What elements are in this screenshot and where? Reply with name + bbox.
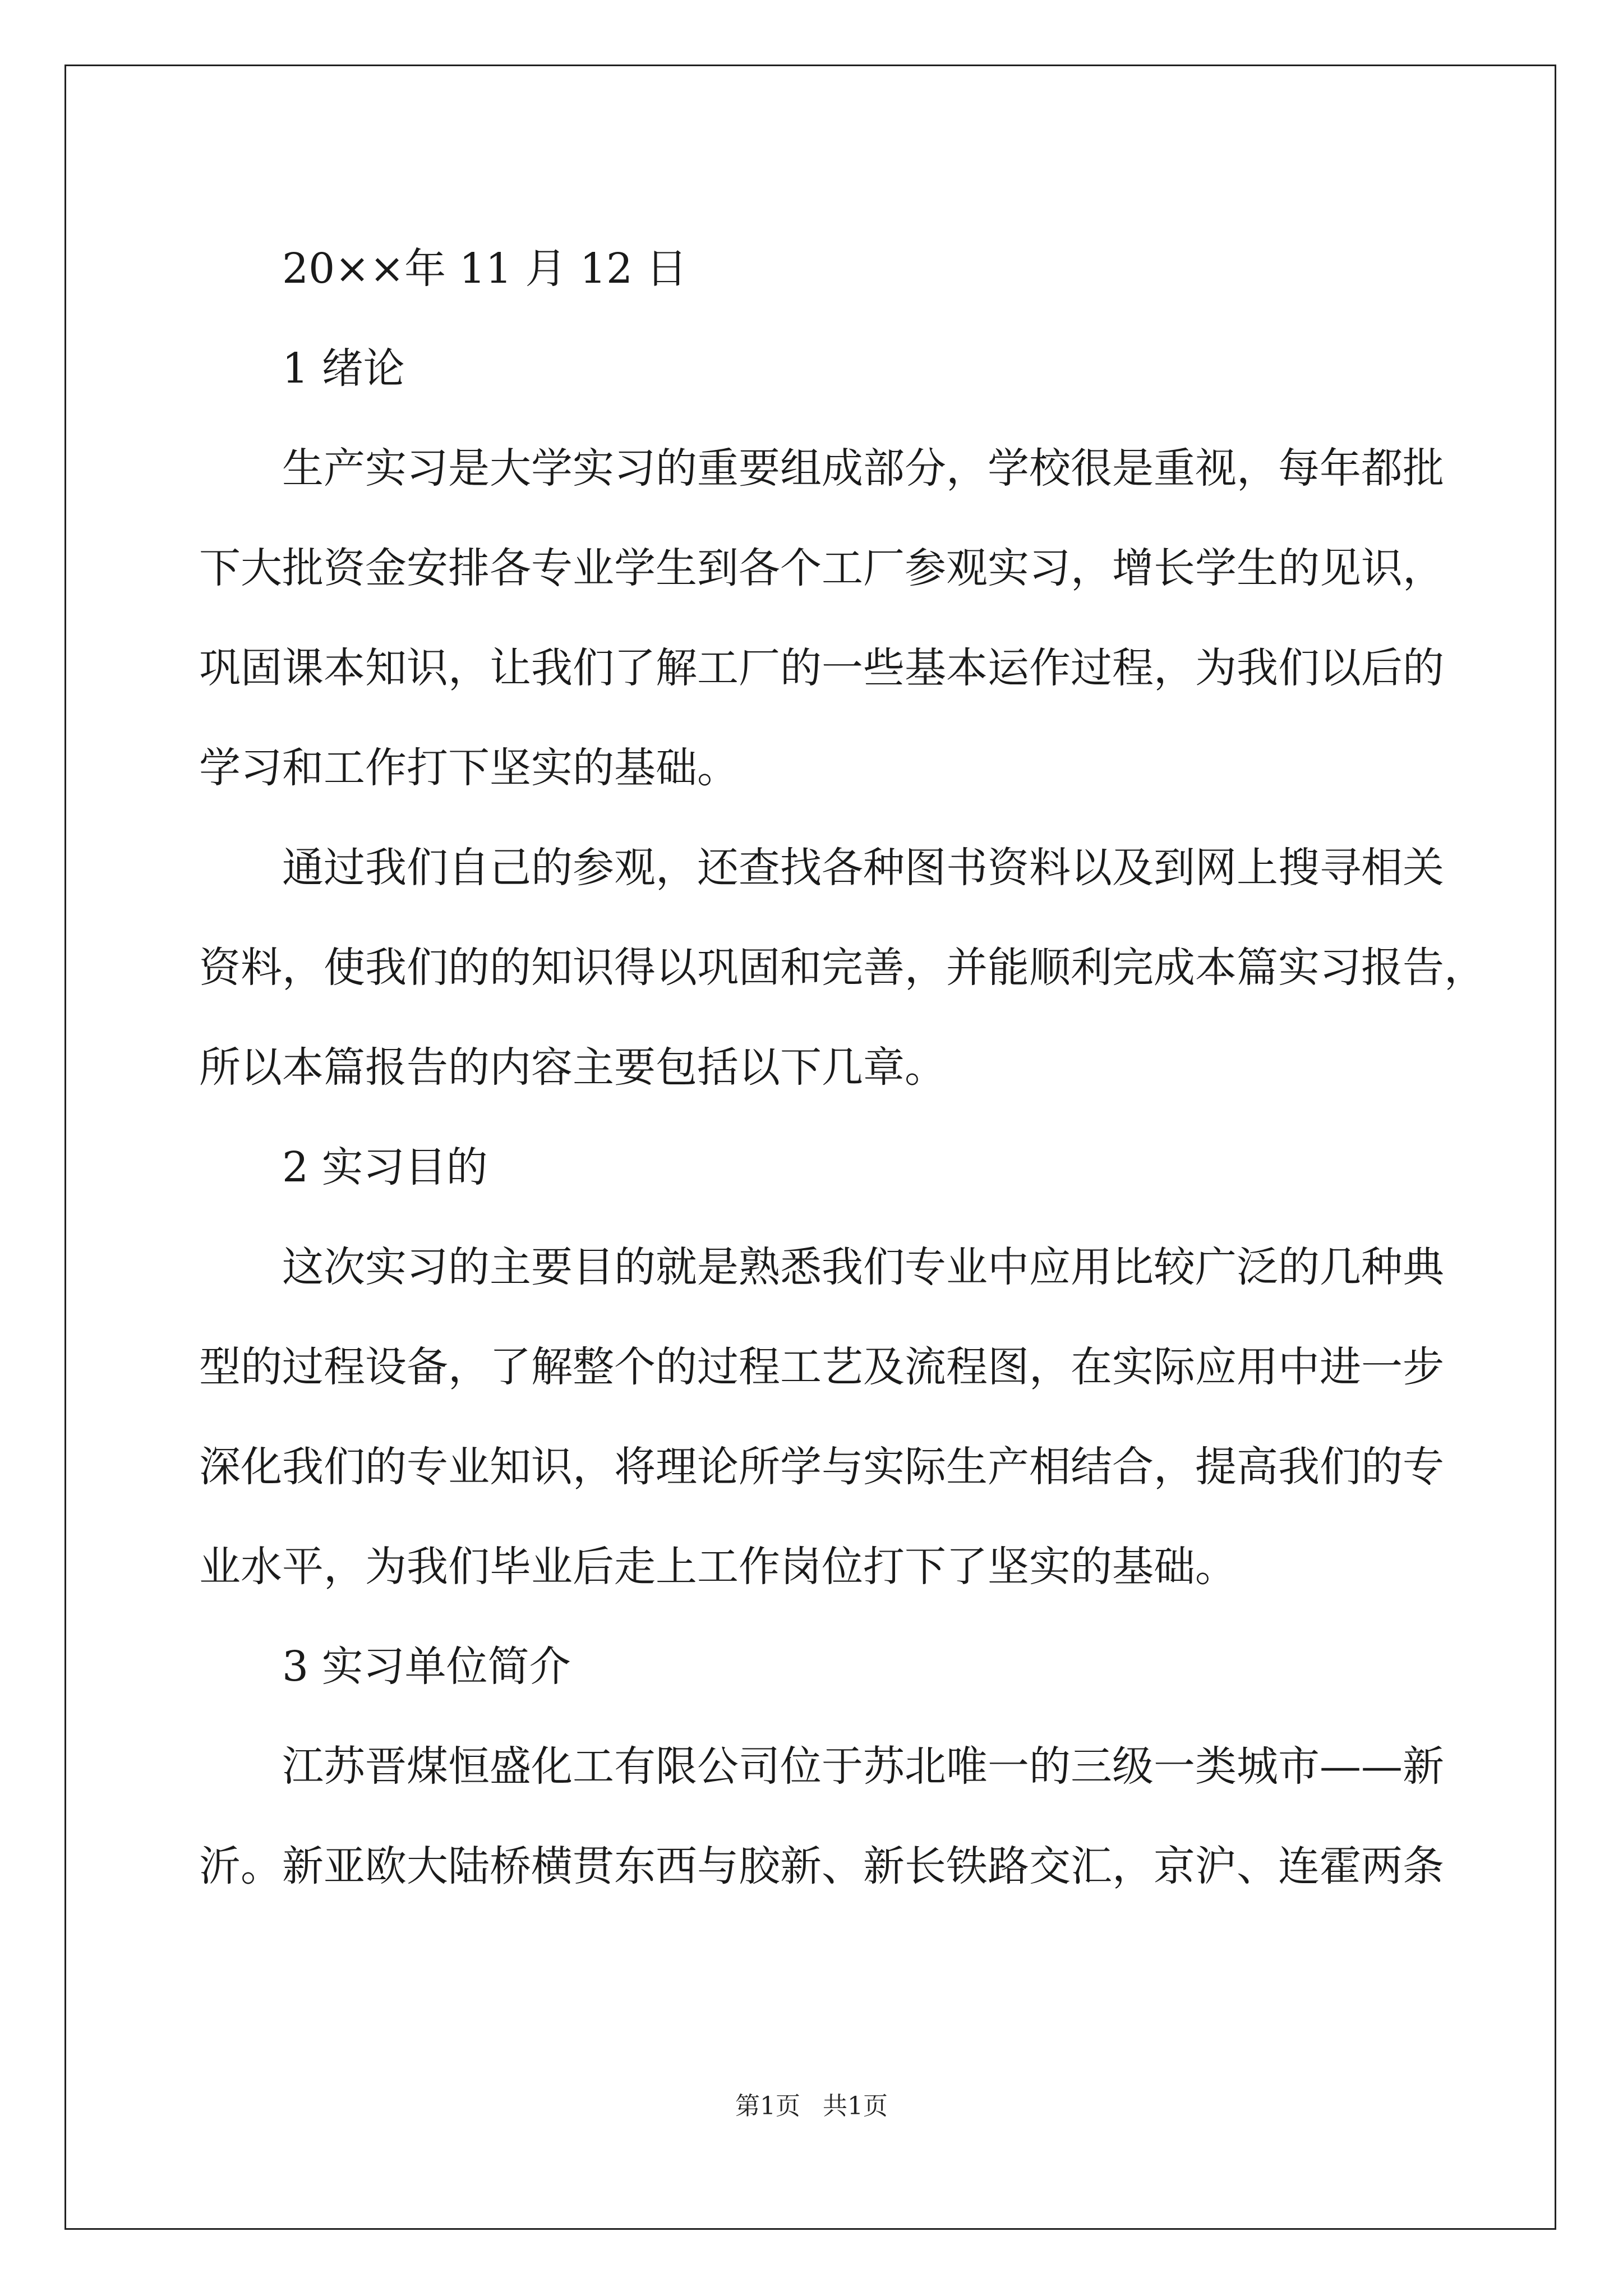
page-number-total: 共1页 (823, 2092, 888, 2120)
page-footer (0, 2090, 1623, 2123)
text-line: 这次实习的主要目的就是熟悉我们专业中应用比较广泛的几种典 (282, 1243, 1444, 1291)
text-line: 通过我们自己的参观，还查找各种图书资料以及到网上搜寻相关 (282, 844, 1444, 892)
text-line: 下大批资金安排各专业学生到各个工厂参观实习，增长学生的见识， (199, 544, 1444, 592)
section-heading: 2 实习目的 (282, 1143, 488, 1191)
section-heading: 3 实习单位简介 (282, 1642, 571, 1691)
section-heading: 1 绪论 (282, 344, 405, 393)
document-body (199, 219, 1486, 1916)
text-line: 江苏晋煤恒盛化工有限公司位于苏北唯一的三级一类城市——新 (282, 1742, 1444, 1791)
text-line: 业水平，为我们毕业后走上工作岗位打下了坚实的基础。 (199, 1543, 1237, 1591)
text-line: 学习和工作打下坚实的基础。 (199, 744, 739, 792)
text-line: 资料，使我们的的知识得以巩固和完善，并能顺利完成本篇实习报告， (199, 944, 1486, 992)
text-line: 型的过程设备，了解整个的过程工艺及流程图，在实际应用中进一步 (199, 1343, 1444, 1391)
text-line: 深化我们的专业知识，将理论所学与实际生产相结合，提高我们的专 (199, 1443, 1444, 1491)
paragraph (199, 1717, 1444, 1916)
text-line: 生产实习是大学实习的重要组成部分，学校很是重视，每年都批 (282, 444, 1444, 493)
paragraph (199, 818, 1486, 1117)
text-line: 所以本篇报告的内容主要包括以下几章。 (199, 1043, 946, 1092)
paragraph (199, 418, 1444, 818)
paragraph (199, 1217, 1444, 1617)
date-line: 20××年 11 月 12 日 (282, 245, 688, 293)
text-line: 沂。新亚欧大陆桥横贯东西与胶新、新长铁路交汇，京沪、连霍两条 (199, 1842, 1444, 1890)
page-number-current: 第1页 (735, 2092, 800, 2120)
text-line: 巩固课本知识，让我们了解工厂的一些基本运作过程，为我们以后的 (199, 644, 1444, 692)
